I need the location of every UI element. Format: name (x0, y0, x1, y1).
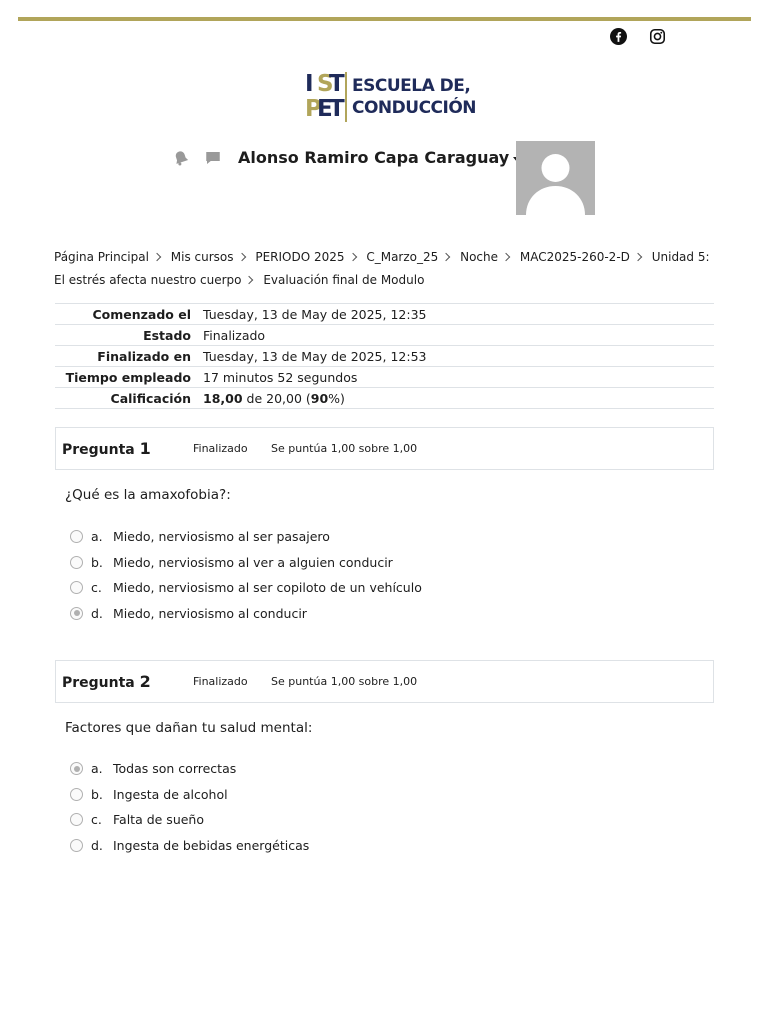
summary-value: Finalizado (203, 327, 266, 343)
radio-button-selected[interactable] (70, 607, 83, 620)
user-silhouette-icon (516, 141, 595, 215)
radio-button[interactable] (70, 813, 83, 826)
radio-button[interactable] (70, 556, 83, 569)
user-name[interactable]: Alonso Ramiro Capa Caraguay (238, 148, 510, 167)
answer-letter: a. (91, 529, 103, 545)
grade-text: %) (328, 390, 345, 406)
summary-value: 17 minutos 52 segundos (203, 369, 358, 385)
answer-letter: d. (91, 605, 103, 621)
question-label: Pregunta (62, 442, 135, 458)
answer-letter: c. (91, 580, 102, 596)
logo-words (352, 75, 476, 119)
chevron-right-icon (237, 253, 245, 261)
logo-letter: I (305, 71, 313, 97)
logo-letter: P (305, 96, 321, 122)
logo-letter: E (317, 96, 332, 122)
grade-percent: 90 (310, 390, 329, 406)
question-status: Finalizado (193, 675, 248, 688)
question-grade: Se puntúa 1,00 sobre 1,00 (271, 675, 418, 688)
chevron-right-icon (502, 253, 510, 261)
breadcrumb-item-current[interactable]: Evaluación final de Modulo (263, 273, 425, 287)
answer-text: Todas son correctas (113, 761, 237, 777)
breadcrumb-item[interactable]: Unidad 5: El estrés afecta nuestro cuerpo (54, 250, 710, 287)
breadcrumb (54, 246, 724, 292)
radio-button[interactable] (70, 788, 83, 801)
question-num: 2 (139, 672, 151, 691)
logo-mark (305, 71, 344, 122)
breadcrumb-item[interactable]: MAC2025-260-2-D (519, 250, 630, 264)
question-label: Pregunta (62, 675, 135, 691)
logo-line: ESCUELA DE, (352, 76, 471, 96)
question-status: Finalizado (193, 442, 248, 455)
summary-label: Tiempo empleado (65, 369, 191, 385)
user-navigation (172, 148, 521, 167)
summary-row (55, 346, 714, 367)
summary-value (198, 388, 714, 409)
summary-label: Estado (143, 327, 191, 343)
answer-option[interactable] (70, 756, 309, 782)
answer-option[interactable] (70, 575, 422, 601)
answer-text: Ingesta de bebidas energéticas (113, 837, 310, 853)
answer-letter: b. (91, 554, 103, 570)
summary-row (55, 388, 714, 409)
question-number (62, 672, 193, 691)
breadcrumb-item[interactable]: PERIODO 2025 (255, 250, 345, 264)
breadcrumb-item[interactable]: Mis cursos (170, 250, 234, 264)
logo-line: CONDUCCIÓN (352, 98, 477, 118)
avatar[interactable] (516, 141, 595, 215)
question-2-answers (70, 756, 309, 858)
radio-button[interactable] (70, 530, 83, 543)
summary-value: Tuesday, 13 de May de 2025, 12:35 (203, 306, 427, 322)
summary-row (55, 367, 714, 388)
school-logo[interactable] (305, 72, 476, 122)
answer-text: Miedo, nerviosismo al ser copiloto de un vehículo (113, 580, 422, 596)
chevron-right-icon (442, 253, 450, 261)
bell-icon[interactable] (172, 149, 190, 167)
logo-letter: T (329, 71, 344, 97)
answer-option[interactable] (70, 550, 422, 576)
question-1-header (55, 427, 714, 470)
summary-row (55, 325, 714, 346)
answer-option[interactable] (70, 782, 309, 808)
top-accent-bar (18, 17, 751, 21)
summary-label: Finalizado en (97, 348, 191, 364)
answer-option[interactable] (70, 524, 422, 550)
answer-text: Falta de sueño (113, 812, 205, 828)
question-2-header (55, 660, 714, 703)
answer-letter: b. (91, 786, 103, 802)
grade-text: de 20,00 ( (242, 390, 311, 406)
question-grade: Se puntúa 1,00 sobre 1,00 (271, 442, 418, 455)
breadcrumb-item[interactable]: Noche (460, 250, 499, 264)
logo-divider (345, 72, 347, 122)
chevron-right-icon (245, 276, 253, 284)
question-2-text: Factores que dañan tu salud mental: (65, 720, 313, 736)
question-1-text: ¿Qué es la amaxofobia?: (65, 487, 231, 503)
summary-label: Comenzado el (92, 306, 191, 322)
answer-letter: c. (91, 812, 102, 828)
answer-option[interactable] (70, 833, 309, 859)
radio-button-selected[interactable] (70, 762, 83, 775)
instagram-icon[interactable] (649, 28, 666, 45)
answer-text: Ingesta de alcohol (113, 786, 228, 802)
question-number (62, 439, 193, 458)
breadcrumb-item[interactable]: C_Marzo_25 (366, 250, 439, 264)
chevron-right-icon (348, 253, 356, 261)
chevron-right-icon (634, 253, 642, 261)
answer-text: Miedo, nerviosismo al ver a alguien conducir (113, 554, 393, 570)
grade-score: 18,00 (203, 390, 243, 406)
answer-letter: d. (91, 837, 103, 853)
radio-button[interactable] (70, 839, 83, 852)
chevron-right-icon (153, 253, 161, 261)
breadcrumb-item[interactable]: Página Principal (54, 250, 149, 264)
question-num: 1 (139, 439, 151, 458)
question-1-answers (70, 524, 422, 626)
summary-label: Calificación (110, 390, 191, 406)
answer-option[interactable] (70, 807, 309, 833)
chat-icon[interactable] (204, 149, 222, 167)
summary-value: Tuesday, 13 de May de 2025, 12:53 (203, 348, 427, 364)
answer-text: Miedo, nerviosismo al ser pasajero (113, 529, 330, 545)
answer-text: Miedo, nerviosismo al conducir (113, 605, 307, 621)
radio-button[interactable] (70, 581, 83, 594)
facebook-icon[interactable] (610, 28, 627, 45)
logo-letter: S (317, 71, 333, 97)
attempt-summary-table (55, 303, 714, 409)
social-links (610, 28, 666, 45)
answer-option[interactable] (70, 601, 422, 627)
summary-row (55, 304, 714, 325)
answer-letter: a. (91, 761, 103, 777)
logo-letter: T (329, 96, 344, 122)
